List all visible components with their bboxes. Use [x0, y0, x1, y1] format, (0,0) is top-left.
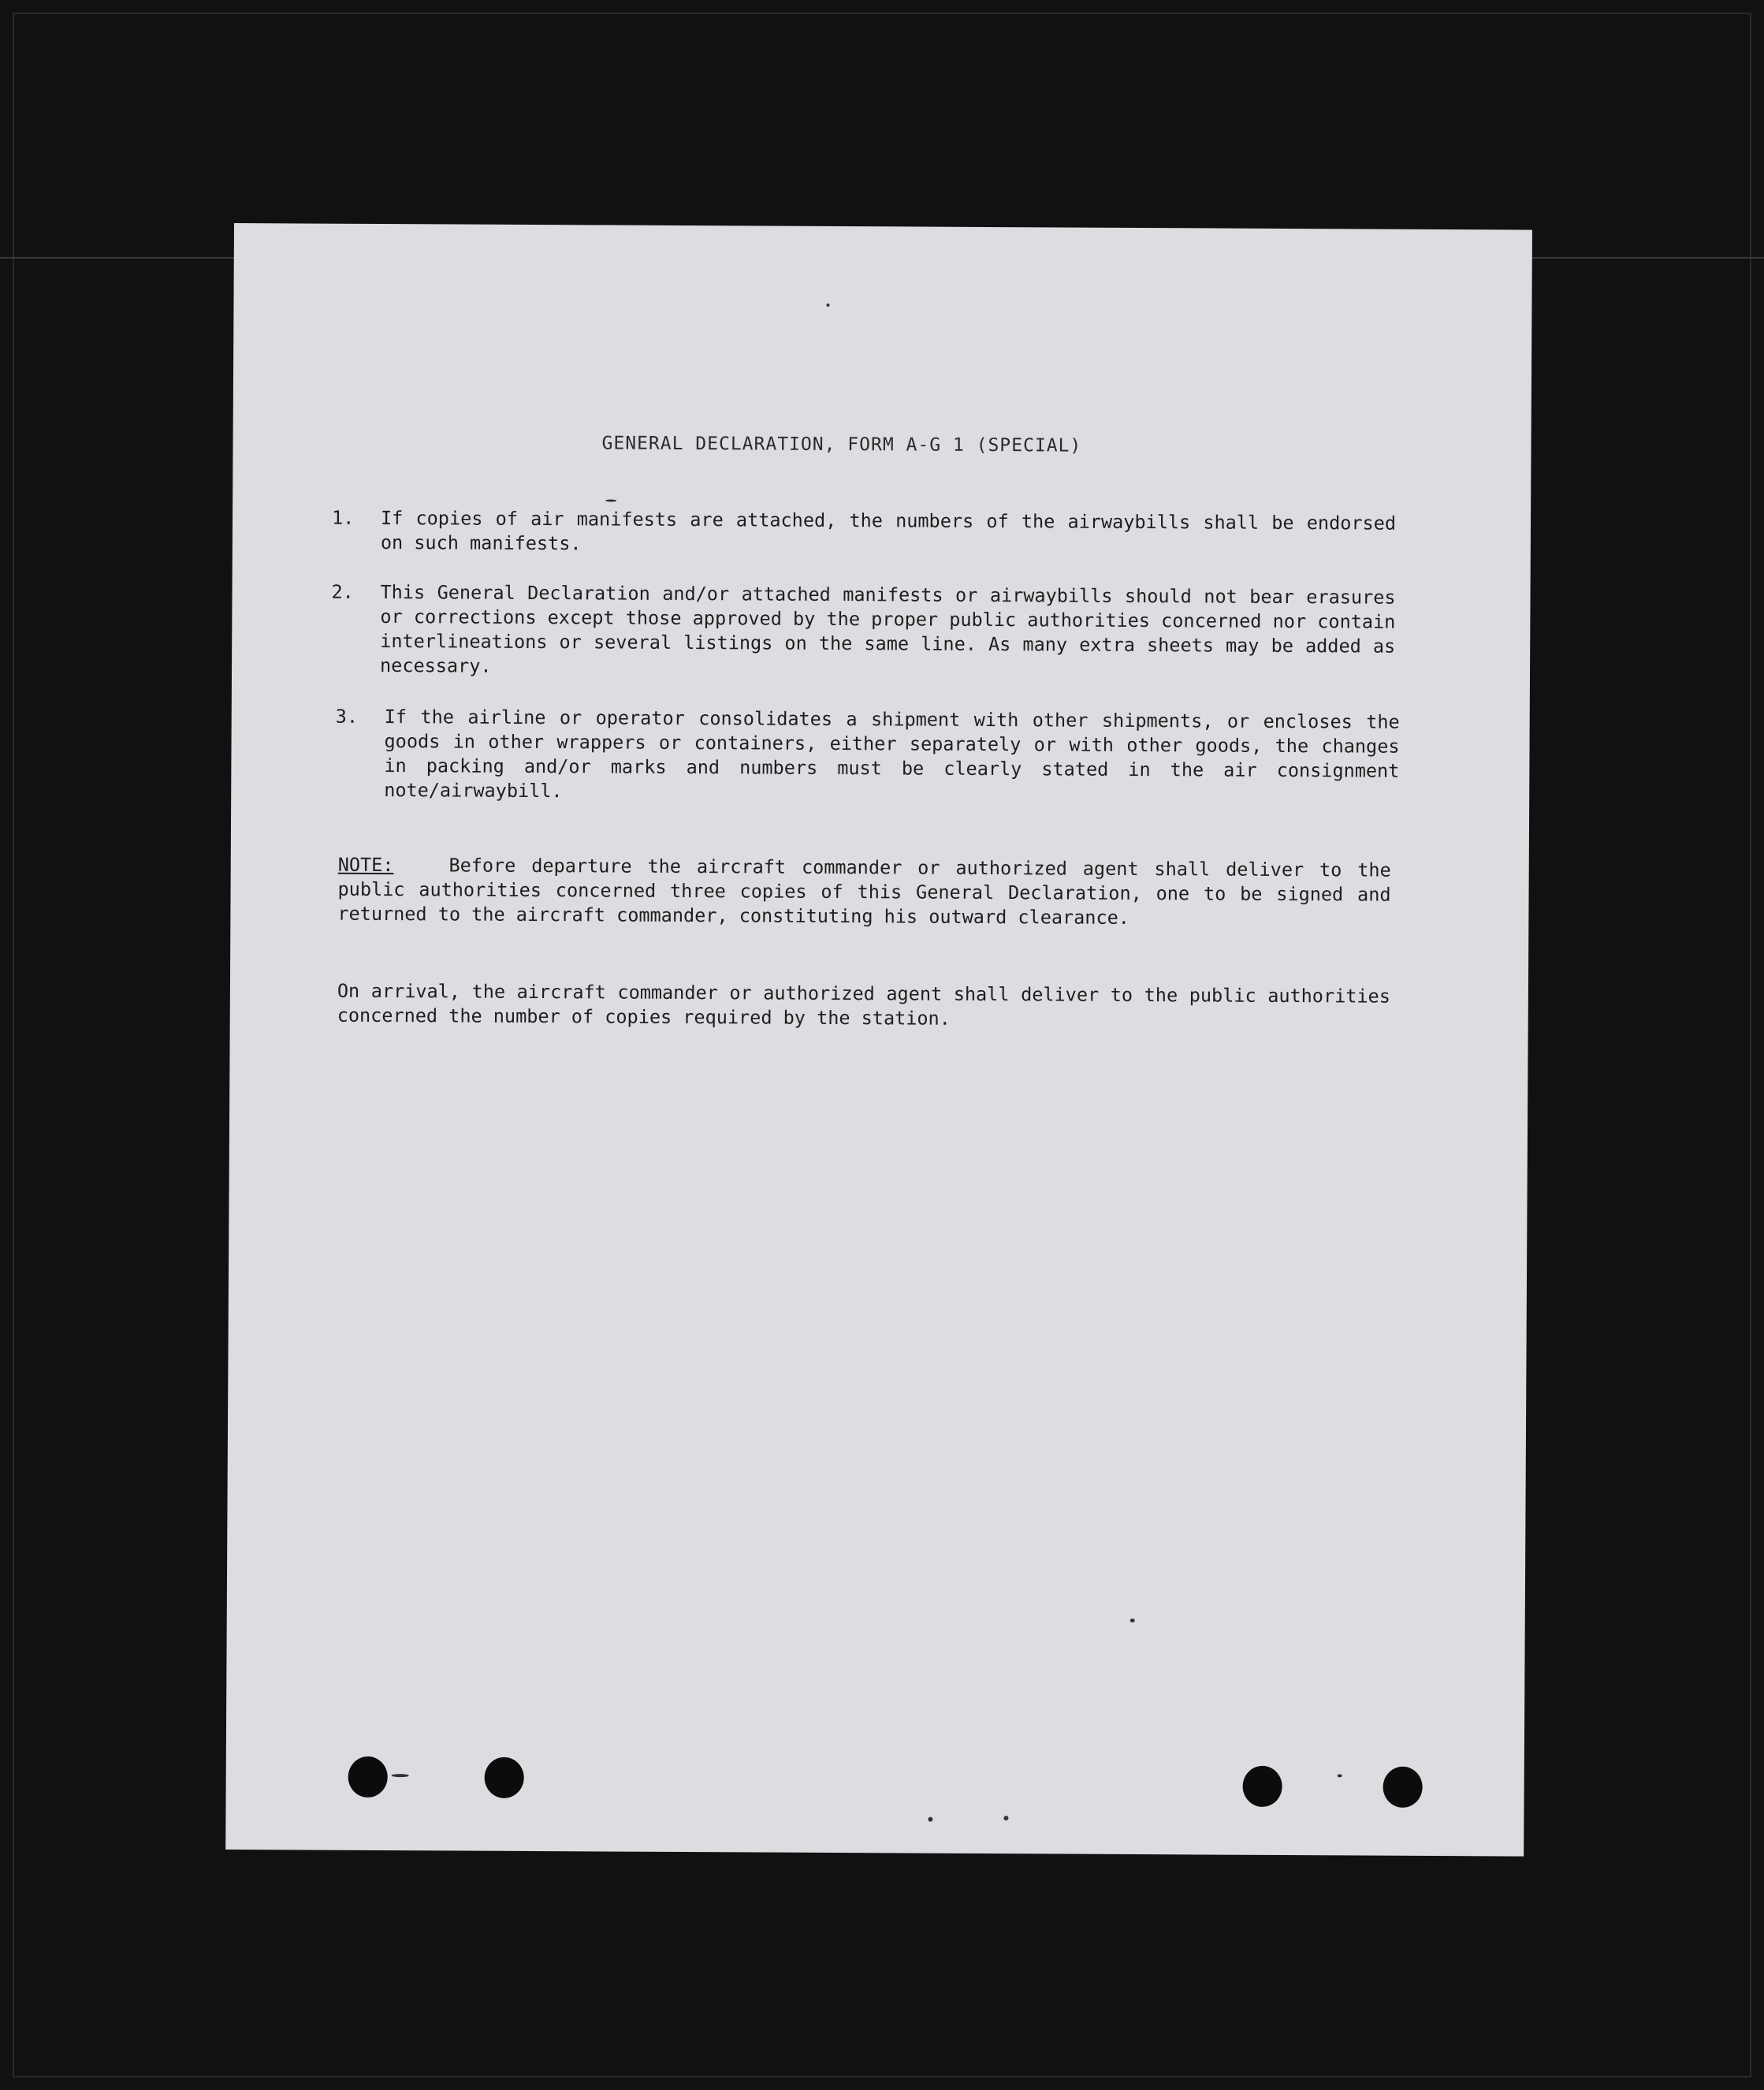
- item-text: This General Declaration and/or attached manifests or airwaybills should not bear erasures or corrections except those approved by the proper public authorities concerned nor contain interlineations or several listings on the same line. As many extra sheets may be added as necessary.: [379, 580, 1396, 677]
- document-title: GENERAL DECLARATION, FORM A-G 1 (SPECIAL): [601, 433, 1082, 456]
- note-text: Before departure the aircraft commander or authorized agent shall deliver to the public authorities concerned three copies of this General Declaration, one to be signed and returned to the aircraft commander, constituting his outward clearance.: [337, 854, 1391, 929]
- note-paragraph: [337, 853, 1390, 932]
- punch-hole: [348, 1757, 388, 1798]
- list-item: [332, 506, 1396, 561]
- scan-speck: [1338, 1774, 1342, 1777]
- scan-speck: [1003, 1816, 1008, 1820]
- list-item: [331, 580, 1396, 684]
- item-number: 1.: [331, 506, 355, 529]
- punch-hole: [485, 1757, 524, 1798]
- item-text: If copies of air manifests are attached, the numbers of the airwaybills shall be endorsed on such manifests.: [380, 506, 1397, 555]
- note-label: NOTE:: [337, 853, 394, 877]
- item-number: 2.: [331, 580, 354, 603]
- scan-speck: [826, 304, 829, 307]
- arrival-paragraph: On arrival, the aircraft commander or authorized agent shall deliver to the public authorities concerned the number of copies required by the station.: [337, 979, 1390, 1030]
- scan-speck: [1130, 1619, 1135, 1622]
- scan-speck: [928, 1817, 932, 1822]
- scan-speck: [392, 1774, 409, 1777]
- punch-hole: [1383, 1767, 1422, 1808]
- scan-speck: [605, 499, 616, 501]
- document-page: [225, 223, 1532, 1857]
- item-number: 3.: [335, 705, 359, 728]
- list-item: [335, 705, 1400, 808]
- item-text: If the airline or operator consolidates a shipment with other shipments, or encloses the goods in other wrappers or containers, either separately or with other goods, the changes in packing and/or marks and numbers must be clearly stated in the air consignment note/airwaybill.: [384, 706, 1400, 803]
- punch-hole: [1242, 1766, 1282, 1807]
